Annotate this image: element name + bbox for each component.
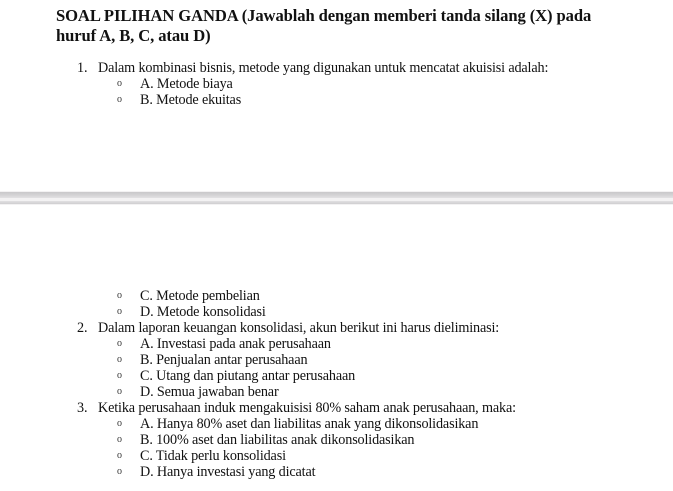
document-title: SOAL PILIHAN GANDA (Jawablah dengan memberi tanda silang (X) pada huruf A, B, C, atau D)	[56, 6, 592, 45]
circle-bullet-icon: o	[117, 450, 122, 461]
option-text: A. Investasi pada anak perusahaan	[140, 336, 331, 352]
option-text: B. 100% aset dan liabilitas anak dikonsolidasikan	[140, 432, 415, 448]
circle-bullet-icon: o	[117, 386, 122, 397]
circle-bullet-icon: o	[117, 78, 122, 89]
document-page-2	[0, 205, 673, 491]
question-text: Dalam kombinasi bisnis, metode yang digunakan untuk mencatat akuisisi adalah:	[98, 60, 549, 76]
question-number: 2.	[77, 320, 88, 336]
page-edge-shadow	[0, 192, 673, 198]
option-text: A. Hanya 80% aset dan liabilitas anak yang dikonsolidasikan	[140, 416, 479, 432]
option-text: C. Utang dan piutang antar perusahaan	[140, 368, 356, 384]
page-break-separator	[0, 191, 673, 205]
option-text: A. Metode biaya	[140, 76, 233, 92]
document-page-1	[0, 0, 673, 191]
question-number: 1.	[77, 60, 88, 76]
circle-bullet-icon: o	[117, 434, 122, 445]
question-text: Dalam laporan keuangan konsolidasi, akun berikut ini harus dieliminasi:	[98, 320, 500, 336]
option-text: B. Penjualan antar perusahaan	[140, 352, 308, 368]
circle-bullet-icon: o	[117, 418, 122, 429]
question-text: Ketika perusahaan induk mengakuisisi 80% saham anak perusahaan, maka:	[98, 400, 516, 416]
page-edge-shadow	[0, 201, 673, 204]
question-number: 3.	[77, 400, 88, 416]
option-text: D. Semua jawaban benar	[140, 384, 279, 400]
option-text: C. Metode pembelian	[140, 288, 260, 304]
circle-bullet-icon: o	[117, 290, 122, 301]
option-text: D. Hanya investasi yang dicatat	[140, 464, 316, 480]
circle-bullet-icon: o	[117, 370, 122, 381]
circle-bullet-icon: o	[117, 338, 122, 349]
circle-bullet-icon: o	[117, 94, 122, 105]
circle-bullet-icon: o	[117, 306, 122, 317]
option-text: B. Metode ekuitas	[140, 92, 242, 108]
option-text: C. Tidak perlu konsolidasi	[140, 448, 286, 464]
circle-bullet-icon: o	[117, 466, 122, 477]
option-text: D. Metode konsolidasi	[140, 304, 266, 320]
circle-bullet-icon: o	[117, 354, 122, 365]
